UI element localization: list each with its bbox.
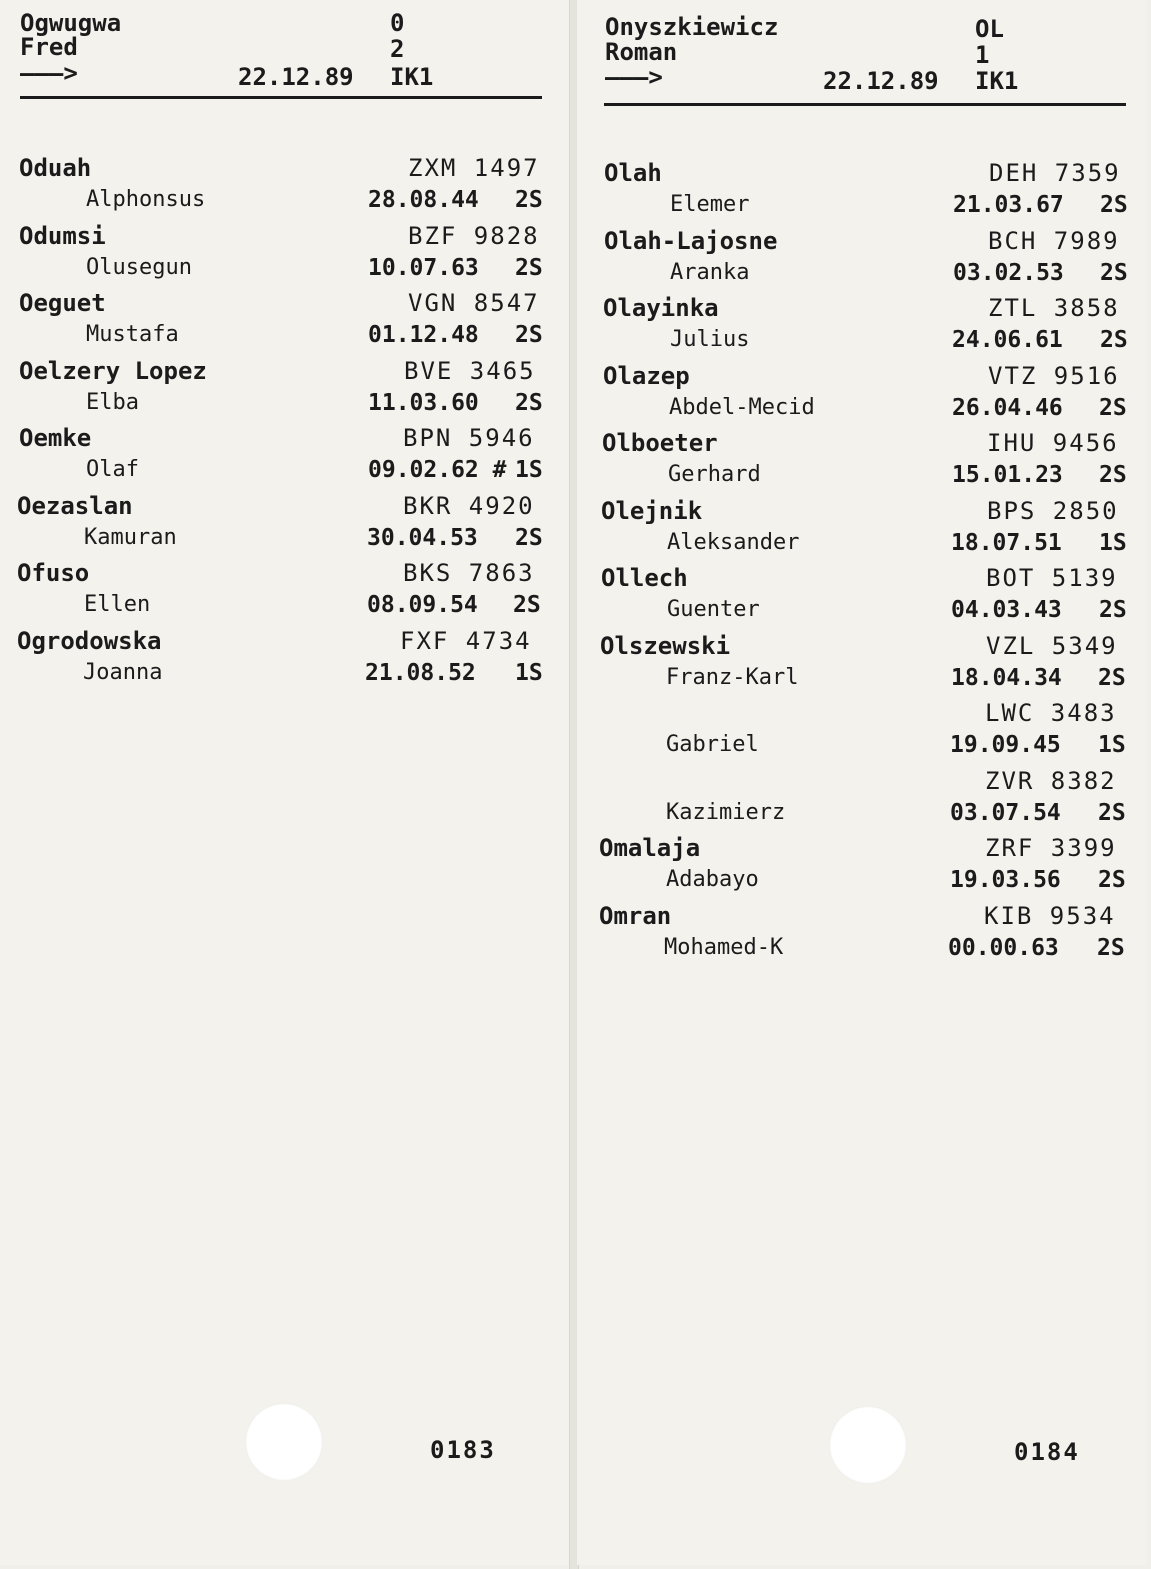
entry-last-name: Ogrodowska — [17, 626, 162, 655]
entry-flag: 2S — [1098, 799, 1126, 826]
list-item — [577, 632, 1147, 700]
header-code-top: OL — [975, 15, 1004, 43]
entry-code: ZTL 3858 — [988, 294, 1120, 322]
entry-last-name: Oelzery Lopez — [19, 356, 207, 385]
entry-first-name: Mustafa — [86, 322, 179, 347]
entry-flag: 2S — [515, 322, 543, 348]
entry-code: BKS 7863 — [403, 559, 535, 587]
entry-flag: 2S — [515, 254, 543, 281]
entry-code: BZF 9828 — [408, 221, 540, 250]
entry-code: BPS 2850 — [987, 496, 1119, 525]
list-item — [577, 294, 1147, 362]
list-item — [0, 424, 569, 492]
entry-first-name: Joanna — [83, 659, 163, 685]
entry-first-name: Gerhard — [668, 462, 761, 487]
entry-code: ZRF 3399 — [985, 834, 1117, 862]
entry-first-name: Aranka — [670, 259, 750, 285]
index-card-left — [0, 0, 569, 1565]
punch-hole — [829, 1406, 907, 1484]
entry-list — [577, 159, 1147, 969]
entry-flag: 2S — [515, 187, 543, 213]
entry-flag: 2S — [1097, 934, 1125, 961]
entry-flag: 2S — [1100, 192, 1128, 218]
entry-first-name: Olusegun — [86, 254, 192, 280]
list-item — [577, 834, 1147, 902]
entry-date: 19.09.45 — [950, 732, 1061, 758]
entry-code: KIB 9534 — [984, 901, 1116, 930]
list-item — [0, 559, 569, 627]
entry-last-name: Oeguet — [19, 289, 106, 317]
entry-date: 30.04.53 — [367, 524, 478, 551]
entry-date: 08.09.54 — [367, 592, 478, 618]
entry-last-name: Olayinka — [603, 294, 719, 322]
entry-first-name: Elba — [86, 389, 139, 415]
header-last-name: Onyszkiewicz — [605, 13, 779, 41]
entry-date: 26.04.46 — [952, 394, 1063, 421]
entry-flag: 1S — [1098, 732, 1126, 758]
list-item — [0, 492, 569, 560]
entry-last-name: Omalaja — [599, 834, 701, 862]
entry-last-name: Odumsi — [19, 221, 106, 250]
entry-date: 18.04.34 — [951, 664, 1062, 691]
entry-code: DEH 7359 — [989, 159, 1121, 187]
list-item — [0, 627, 569, 695]
entry-flag: 2S — [513, 592, 541, 618]
entry-last-name: Omran — [599, 901, 672, 930]
entry-code: BPN 5946 — [403, 424, 535, 452]
list-item — [577, 159, 1147, 227]
entry-first-name: Elemer — [670, 192, 750, 217]
entry-code: BKR 4920 — [403, 491, 535, 520]
entry-flag: 2S — [515, 524, 543, 551]
entry-last-name: Oemke — [19, 424, 92, 452]
entry-date: 21.08.52 — [365, 659, 476, 686]
header-code-top: 0 — [390, 9, 405, 37]
entry-flag: 1S — [515, 457, 543, 483]
entry-code: BVE 3465 — [404, 356, 536, 385]
entry-last-name: Olazep — [603, 361, 690, 390]
list-item — [577, 429, 1147, 497]
list-item — [0, 289, 569, 357]
entry-code: ZXM 1497 — [408, 154, 540, 182]
index-card-right — [577, 0, 1147, 1565]
header-arrow: ———> — [605, 63, 663, 91]
entry-code: VTZ 9516 — [988, 361, 1120, 390]
entry-last-name: Olejnik — [601, 496, 703, 525]
entry-date: 00.00.63 — [948, 934, 1059, 961]
entry-code: VZL 5349 — [986, 631, 1118, 660]
list-item — [577, 902, 1147, 970]
entry-last-name: Oezaslan — [17, 491, 133, 520]
entry-flag: 2S — [515, 389, 543, 416]
entry-last-name: Olszewski — [600, 631, 731, 660]
entry-code: VGN 8547 — [408, 289, 540, 317]
list-item — [577, 362, 1147, 430]
entry-first-name: Gabriel — [666, 732, 759, 757]
entry-first-name: Abdel-Mecid — [669, 394, 815, 420]
entry-code: BCH 7989 — [988, 226, 1120, 255]
page-number: 0183 — [430, 1436, 496, 1464]
entry-last-name: Ollech — [601, 564, 688, 592]
list-item — [577, 227, 1147, 295]
list-item — [577, 699, 1147, 767]
entry-date: 03.02.53 — [953, 259, 1064, 286]
header-code-mid: 1 — [975, 41, 990, 69]
entry-flag: 2S — [1099, 597, 1127, 623]
entry-flag: 1S — [515, 659, 543, 686]
entry-first-name: Franz-Karl — [666, 664, 799, 690]
entry-date: 09.02.62 # — [368, 457, 507, 483]
header-ref: IK1 — [975, 67, 1019, 95]
entry-flag: 2S — [1099, 462, 1127, 488]
entry-flag: 2S — [1099, 394, 1127, 421]
entry-date: 15.01.23 — [952, 462, 1063, 488]
list-item — [0, 357, 569, 425]
entry-flag: 2S — [1098, 664, 1126, 691]
list-item — [577, 767, 1147, 835]
entry-date: 21.03.67 — [953, 192, 1064, 218]
entry-first-name: Kamuran — [84, 524, 177, 550]
entry-date: 24.06.61 — [952, 327, 1063, 353]
header-last-name: Ogwugwa — [20, 9, 122, 37]
entry-flag: 1S — [1099, 529, 1127, 556]
entry-first-name: Mohamed-K — [664, 934, 784, 960]
entry-date: 11.03.60 — [368, 389, 479, 416]
header-rule — [604, 103, 1126, 106]
header-date: 22.12.89 — [238, 63, 354, 91]
entry-first-name: Julius — [670, 327, 750, 352]
entry-date: 28.08.44 — [368, 187, 479, 213]
punch-hole — [245, 1403, 323, 1481]
list-item — [577, 497, 1147, 565]
entry-code: IHU 9456 — [987, 429, 1119, 457]
list-item — [0, 154, 569, 222]
entry-last-name: Olah-Lajosne — [604, 226, 778, 255]
entry-code: LWC 3483 — [985, 699, 1117, 727]
entry-date: 10.07.63 — [368, 254, 479, 281]
page-number: 0184 — [1014, 1438, 1080, 1466]
list-item — [577, 564, 1147, 632]
entry-flag: 2S — [1100, 259, 1128, 286]
entry-list — [0, 154, 569, 694]
entry-date: 18.07.51 — [951, 529, 1062, 556]
entry-first-name: Olaf — [86, 457, 139, 482]
header-first-name: Fred — [20, 33, 78, 61]
entry-date: 04.03.43 — [951, 597, 1062, 623]
entry-code: BOT 5139 — [986, 564, 1118, 592]
entry-first-name: Ellen — [84, 592, 151, 617]
entry-first-name: Alphonsus — [86, 187, 206, 212]
header-code-mid: 2 — [390, 35, 405, 63]
entry-last-name: Olboeter — [602, 429, 718, 457]
header-ref: IK1 — [390, 63, 434, 91]
header-arrow: ———> — [20, 59, 78, 87]
entry-first-name: Kazimierz — [666, 799, 786, 825]
entry-first-name: Aleksander — [667, 529, 800, 555]
entry-last-name: Olah — [604, 159, 662, 187]
list-item — [0, 222, 569, 290]
entry-code: ZVR 8382 — [985, 766, 1117, 795]
entry-last-name: Ofuso — [17, 559, 90, 587]
entry-flag: 2S — [1100, 327, 1128, 353]
header-first-name: Roman — [605, 38, 678, 66]
entry-date: 01.12.48 — [368, 322, 479, 348]
entry-first-name: Guenter — [667, 597, 760, 622]
entry-date: 19.03.56 — [950, 867, 1061, 893]
entry-flag: 2S — [1098, 867, 1126, 893]
entry-date: 03.07.54 — [950, 799, 1061, 826]
entry-first-name: Adabayo — [666, 867, 759, 892]
header-rule — [20, 96, 542, 99]
entry-last-name: Oduah — [19, 154, 92, 182]
entry-code: FXF 4734 — [400, 626, 532, 655]
header-date: 22.12.89 — [823, 67, 939, 95]
